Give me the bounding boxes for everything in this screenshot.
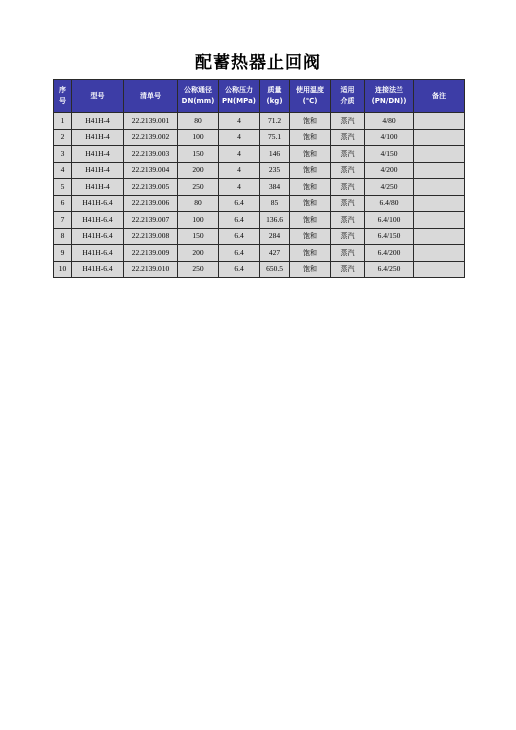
- cell-nominal-diameter: 150: [178, 146, 219, 163]
- header-model: [72, 80, 124, 113]
- cell-operating-temp: 饱和: [290, 129, 331, 146]
- cell-mass: 136.6: [260, 212, 290, 229]
- cell-model: H41H-4: [72, 129, 124, 146]
- header-seq-line1: 序: [59, 86, 66, 94]
- table-header-row: [54, 80, 465, 113]
- table-row: [54, 245, 465, 262]
- table-row: [54, 261, 465, 278]
- cell-nominal-diameter: 80: [178, 195, 219, 212]
- header-operating-temp-line1: 使用温度: [296, 86, 324, 94]
- cell-operating-temp: 饱和: [290, 195, 331, 212]
- header-model-line1: 型号: [90, 91, 105, 100]
- cell-list-no: 22.2139.002: [124, 129, 178, 146]
- cell-seq: 2: [54, 129, 72, 146]
- header-mass-line1: 质量: [267, 86, 282, 94]
- cell-model: H41H-4: [72, 162, 124, 179]
- cell-seq: 5: [54, 179, 72, 196]
- table-row: [54, 146, 465, 163]
- cell-mass: 146: [260, 146, 290, 163]
- cell-remarks: [414, 195, 465, 212]
- cell-list-no: 22.2139.005: [124, 179, 178, 196]
- cell-operating-temp: 饱和: [290, 113, 331, 130]
- cell-remarks: [414, 228, 465, 245]
- cell-medium: 蒸汽: [331, 162, 365, 179]
- cell-operating-temp: 饱和: [290, 212, 331, 229]
- table-body: [54, 113, 465, 278]
- cell-medium: 蒸汽: [331, 146, 365, 163]
- cell-list-no: 22.2139.003: [124, 146, 178, 163]
- cell-nominal-diameter: 100: [178, 129, 219, 146]
- cell-nominal-pressure: 6.4: [219, 195, 260, 212]
- cell-model: H41H-6.4: [72, 245, 124, 262]
- table-row: [54, 212, 465, 229]
- cell-flange: 6.4/100: [365, 212, 414, 229]
- header-remarks: [414, 80, 465, 113]
- header-operating-temp-line2: (℃): [302, 97, 318, 105]
- header-nominal-diameter-line2: DN(mm): [181, 97, 215, 105]
- cell-nominal-pressure: 4: [219, 113, 260, 130]
- cell-mass: 235: [260, 162, 290, 179]
- cell-nominal-pressure: 4: [219, 146, 260, 163]
- cell-list-no: 22.2139.008: [124, 228, 178, 245]
- cell-list-no: 22.2139.001: [124, 113, 178, 130]
- header-nominal-pressure-line2: PN(MPa): [221, 97, 257, 105]
- header-list-no: [124, 80, 178, 113]
- cell-nominal-pressure: 4: [219, 162, 260, 179]
- cell-seq: 4: [54, 162, 72, 179]
- cell-model: H41H-6.4: [72, 261, 124, 278]
- table-row: [54, 195, 465, 212]
- cell-nominal-diameter: 100: [178, 212, 219, 229]
- cell-seq: 6: [54, 195, 72, 212]
- page-title: 配蓄热器止回阀: [195, 53, 321, 73]
- cell-nominal-diameter: 200: [178, 245, 219, 262]
- cell-nominal-diameter: 250: [178, 179, 219, 196]
- table-row: [54, 162, 465, 179]
- cell-operating-temp: 饱和: [290, 146, 331, 163]
- cell-mass: 384: [260, 179, 290, 196]
- cell-seq: 8: [54, 228, 72, 245]
- cell-nominal-pressure: 6.4: [219, 228, 260, 245]
- cell-flange: 4/80: [365, 113, 414, 130]
- cell-nominal-diameter: 200: [178, 162, 219, 179]
- cell-medium: 蒸汽: [331, 212, 365, 229]
- cell-mass: 75.1: [260, 129, 290, 146]
- cell-model: H41H-6.4: [72, 212, 124, 229]
- cell-remarks: [414, 129, 465, 146]
- cell-medium: 蒸汽: [331, 113, 365, 130]
- header-seq: [54, 80, 72, 113]
- cell-remarks: [414, 212, 465, 229]
- cell-medium: 蒸汽: [331, 228, 365, 245]
- cell-seq: 3: [54, 146, 72, 163]
- cell-mass: 650.5: [260, 261, 290, 278]
- header-mass-line2: (kg): [266, 97, 283, 105]
- cell-operating-temp: 饱和: [290, 179, 331, 196]
- cell-remarks: [414, 113, 465, 130]
- cell-nominal-pressure: 4: [219, 129, 260, 146]
- header-flange-line1: 连接法兰: [375, 86, 403, 94]
- cell-remarks: [414, 245, 465, 262]
- header-flange-line2: (PN/DN)): [371, 97, 407, 105]
- header-medium: [331, 80, 365, 113]
- cell-model: H41H-4: [72, 179, 124, 196]
- cell-flange: 6.4/250: [365, 261, 414, 278]
- header-nominal-diameter-line1: 公称通径: [184, 86, 212, 94]
- cell-flange: 6.4/200: [365, 245, 414, 262]
- header-list-no-line1: 清单号: [140, 91, 161, 100]
- cell-nominal-pressure: 6.4: [219, 261, 260, 278]
- header-nominal-diameter: [178, 80, 219, 113]
- cell-nominal-diameter: 150: [178, 228, 219, 245]
- cell-mass: 284: [260, 228, 290, 245]
- cell-flange: 4/250: [365, 179, 414, 196]
- cell-flange: 6.4/80: [365, 195, 414, 212]
- table-row: [54, 179, 465, 196]
- cell-model: H41H-4: [72, 146, 124, 163]
- cell-medium: 蒸汽: [331, 179, 365, 196]
- cell-model: H41H-6.4: [72, 195, 124, 212]
- cell-flange: 4/200: [365, 162, 414, 179]
- header-medium-line2: 介质: [340, 97, 355, 105]
- cell-list-no: 22.2139.004: [124, 162, 178, 179]
- cell-medium: 蒸汽: [331, 261, 365, 278]
- cell-list-no: 22.2139.009: [124, 245, 178, 262]
- cell-flange: 4/150: [365, 146, 414, 163]
- cell-nominal-diameter: 250: [178, 261, 219, 278]
- cell-list-no: 22.2139.006: [124, 195, 178, 212]
- cell-operating-temp: 饱和: [290, 162, 331, 179]
- cell-flange: 4/100: [365, 129, 414, 146]
- cell-mass: 85: [260, 195, 290, 212]
- header-operating-temp: [290, 80, 331, 113]
- cell-remarks: [414, 261, 465, 278]
- header-flange: [365, 80, 414, 113]
- cell-seq: 7: [54, 212, 72, 229]
- header-mass: [260, 80, 290, 113]
- cell-nominal-pressure: 6.4: [219, 212, 260, 229]
- cell-remarks: [414, 146, 465, 163]
- cell-nominal-pressure: 6.4: [219, 245, 260, 262]
- header-nominal-pressure: [219, 80, 260, 113]
- header-nominal-pressure-line1: 公称压力: [225, 86, 253, 94]
- cell-list-no: 22.2139.007: [124, 212, 178, 229]
- table-row: [54, 129, 465, 146]
- cell-flange: 6.4/150: [365, 228, 414, 245]
- header-seq-line2: 号: [59, 97, 66, 105]
- cell-operating-temp: 饱和: [290, 228, 331, 245]
- cell-remarks: [414, 179, 465, 196]
- cell-mass: 427: [260, 245, 290, 262]
- cell-nominal-pressure: 4: [219, 179, 260, 196]
- cell-operating-temp: 饱和: [290, 245, 331, 262]
- cell-model: H41H-6.4: [72, 228, 124, 245]
- table-row: [54, 113, 465, 130]
- cell-mass: 71.2: [260, 113, 290, 130]
- header-medium-line1: 适用: [340, 86, 355, 94]
- cell-operating-temp: 饱和: [290, 261, 331, 278]
- cell-nominal-diameter: 80: [178, 113, 219, 130]
- valve-spec-table: [53, 79, 465, 278]
- cell-list-no: 22.2139.010: [124, 261, 178, 278]
- cell-medium: 蒸汽: [331, 129, 365, 146]
- cell-seq: 9: [54, 245, 72, 262]
- cell-seq: 10: [54, 261, 72, 278]
- cell-seq: 1: [54, 113, 72, 130]
- cell-model: H41H-4: [72, 113, 124, 130]
- cell-remarks: [414, 162, 465, 179]
- cell-medium: 蒸汽: [331, 245, 365, 262]
- table-row: [54, 228, 465, 245]
- cell-medium: 蒸汽: [331, 195, 365, 212]
- header-remarks-line1: 备注: [432, 91, 446, 100]
